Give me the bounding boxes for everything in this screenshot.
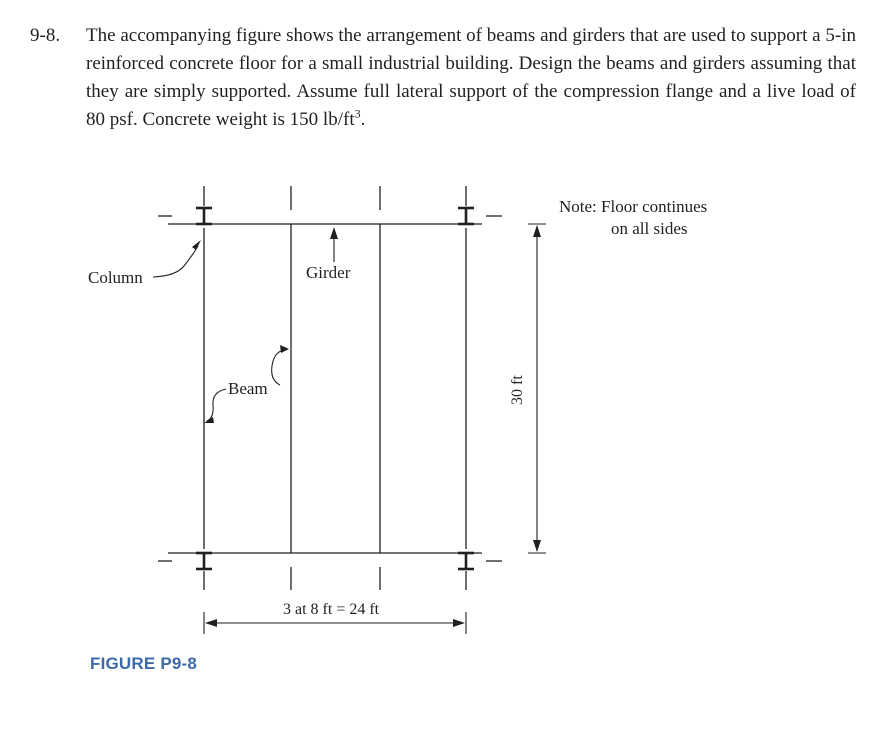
girder-label: Girder (306, 263, 351, 282)
figure-caption: FIGURE P9-8 (90, 654, 198, 673)
problem-superscript: 3 (354, 106, 361, 121)
height-arrowhead-bottom (533, 540, 541, 552)
column-icon-top-left (196, 208, 212, 224)
beam-leader-left-arrowhead (204, 417, 214, 423)
column-icon-bottom-right (458, 553, 474, 569)
beam-leader-left (207, 389, 226, 421)
girder-leader-arrowhead (330, 227, 338, 239)
column-leader (153, 246, 198, 277)
height-arrowhead-top (533, 225, 541, 237)
column-icon-top-right (458, 208, 474, 224)
note-line-1: Note: Floor continues (559, 197, 708, 216)
column-icon-bottom-left (196, 553, 212, 569)
height-dimension-label: 30 ft (509, 375, 526, 405)
span-arrowhead-right (453, 619, 465, 627)
problem-statement-text: The accompanying figure shows the arrangement of beams and girders that are used to support a 5-in reinforced concrete floor for a small industrial building. Design the beams and girders assuming that they are simply supported. Assume full lateral support of the compression flange and a live load of 80 psf. Concrete weight is 150 lb/ft (86, 25, 856, 130)
beam-leader-right-arrowhead (280, 345, 289, 353)
problem-statement-end: . (360, 109, 366, 130)
span-arrowhead-left (205, 619, 217, 627)
column-label: Column (88, 268, 143, 287)
beam-label: Beam (228, 379, 268, 398)
column-leader-arrowhead (192, 240, 201, 250)
note-line-2: on all sides (611, 219, 688, 238)
beam-leader-right (272, 350, 284, 385)
span-dimension-label: 3 at 8 ft = 24 ft (283, 601, 380, 618)
problem-number: 9-8. (30, 25, 61, 46)
